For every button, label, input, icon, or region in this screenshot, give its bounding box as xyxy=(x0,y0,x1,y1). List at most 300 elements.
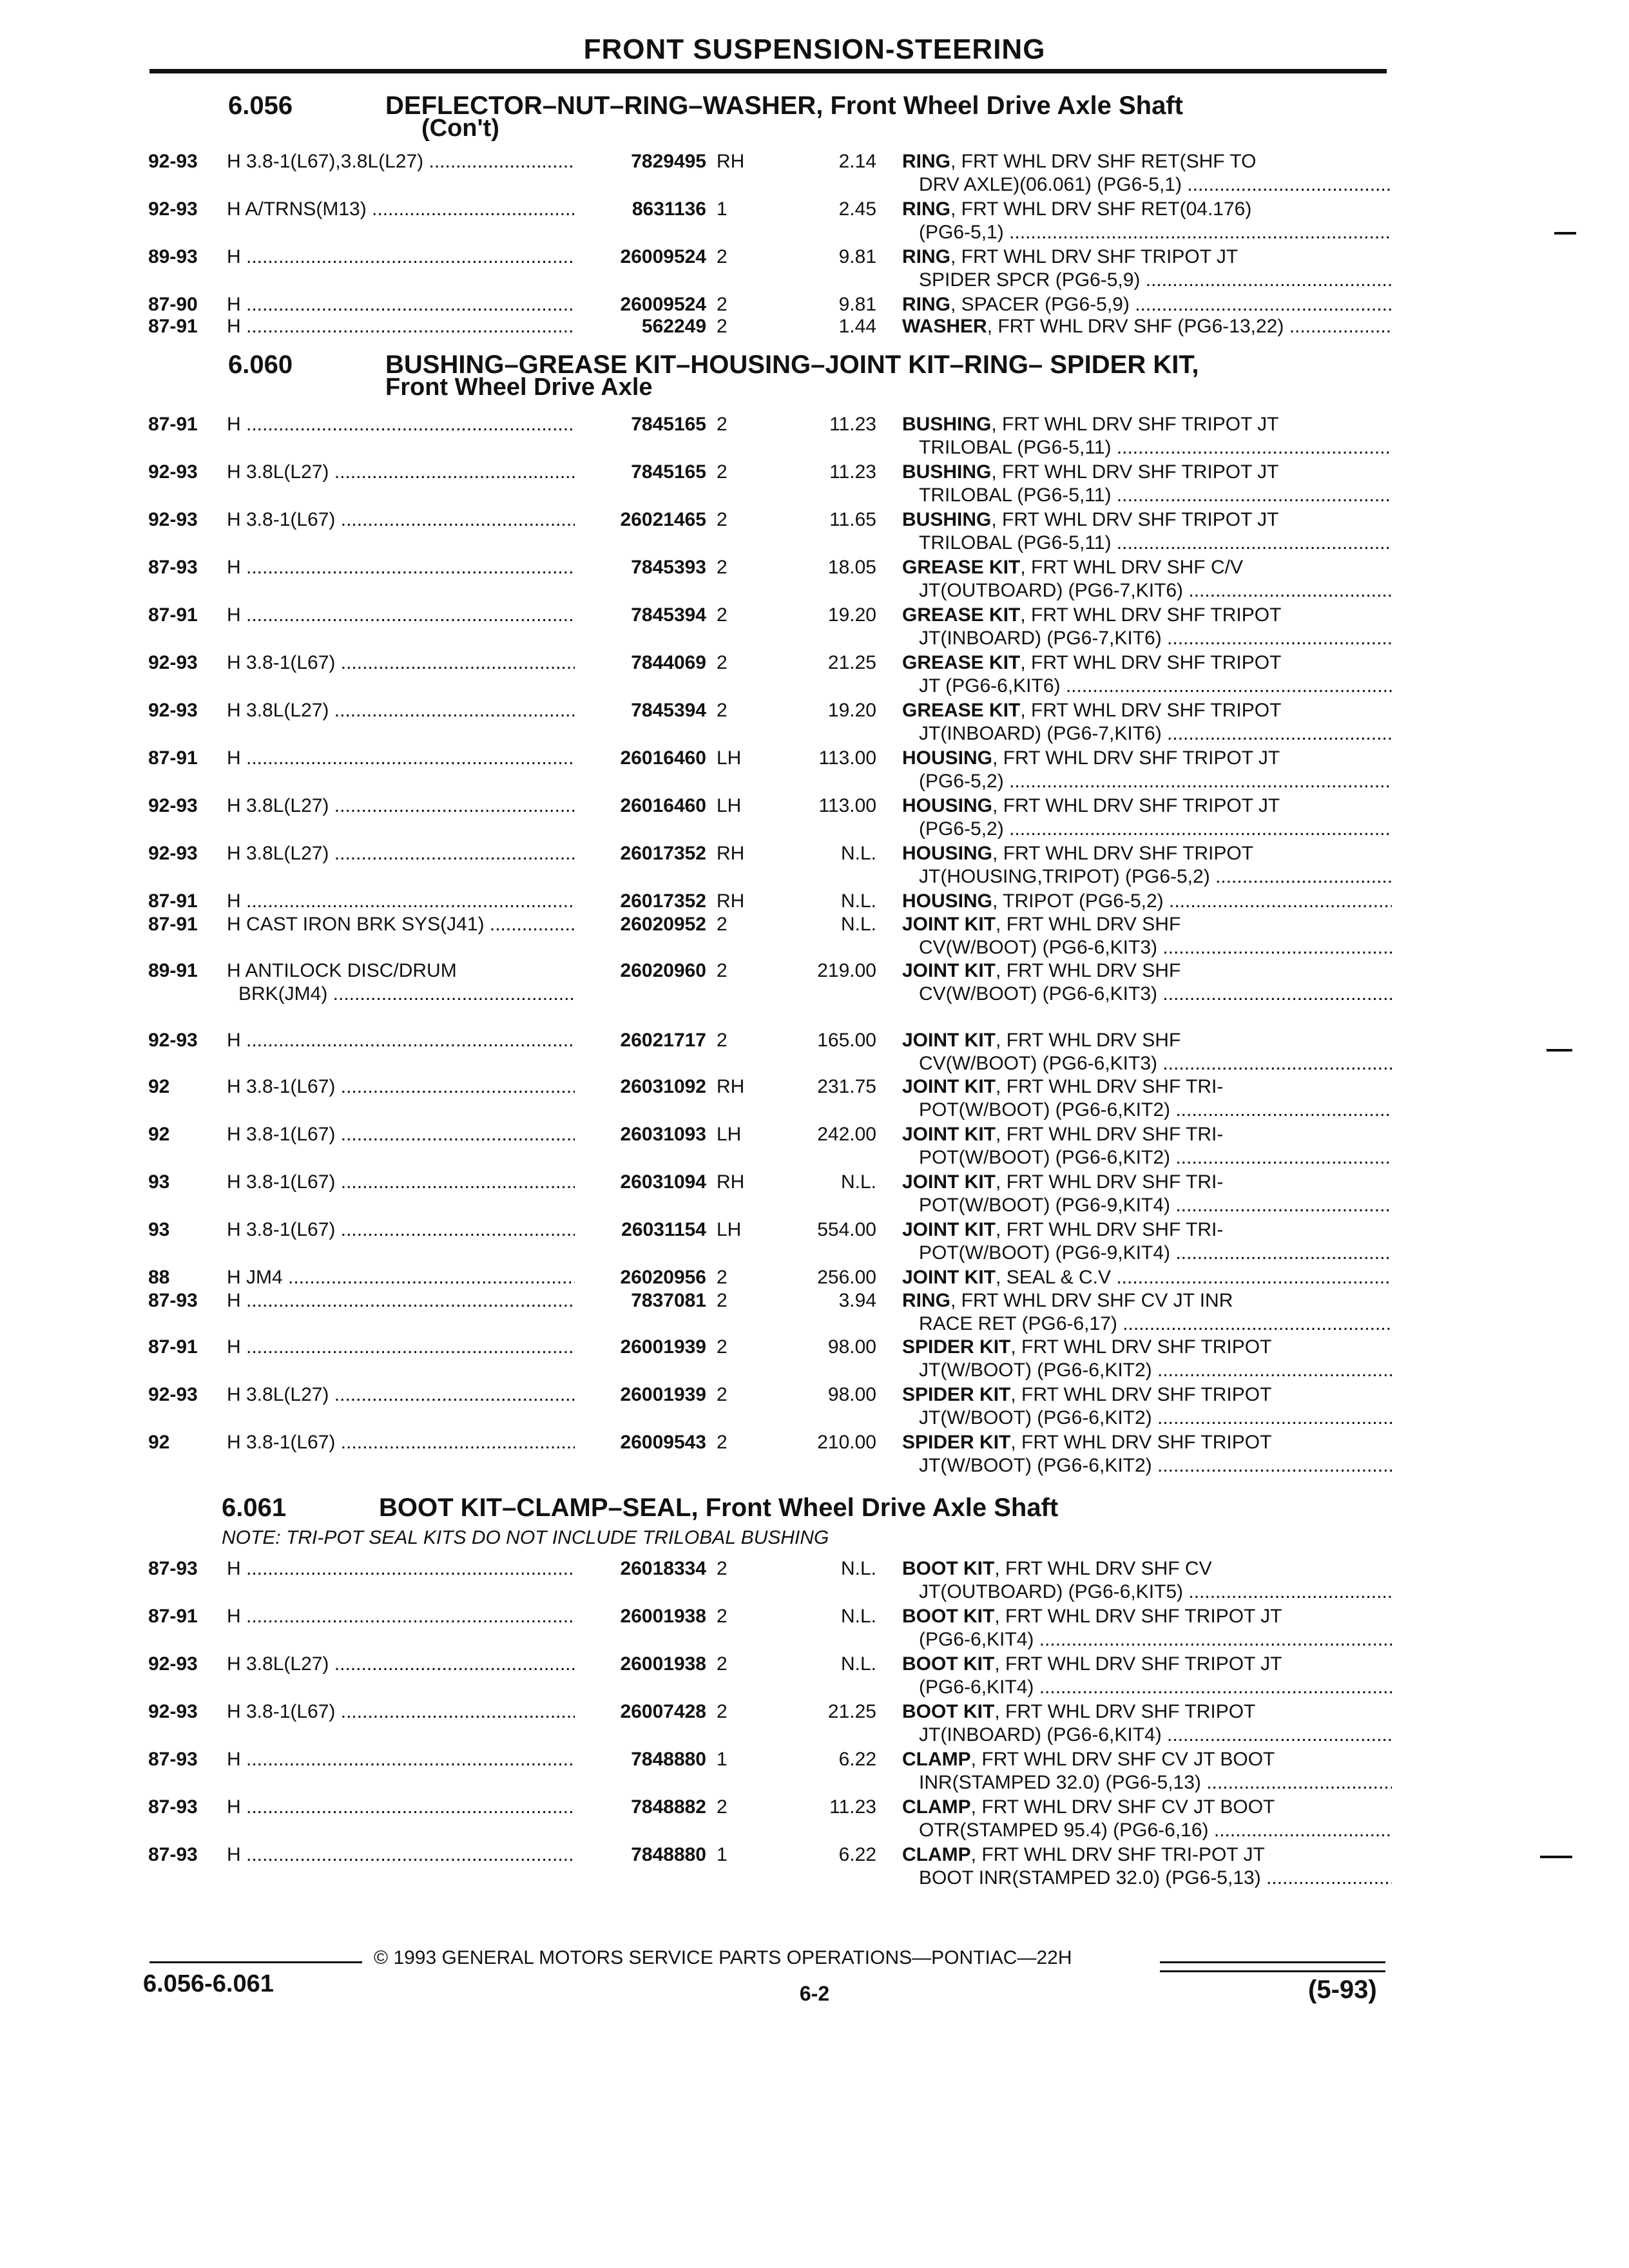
description xyxy=(902,151,1392,173)
model-years: 87-91 xyxy=(148,604,198,626)
quantity: 1 xyxy=(717,1844,728,1865)
section-number: 6.056 xyxy=(228,91,293,120)
quantity: 1 xyxy=(717,198,728,220)
price: 113.00 xyxy=(818,795,876,816)
application: H 3.8-1(L67) ..... xyxy=(227,1219,575,1241)
description-continued: SPIDER SPCR (PG6-5,9) ..... xyxy=(919,269,1392,291)
quantity: 1 xyxy=(717,1749,728,1770)
description-text: FRT WHL DRV SHF TRIPOT JT xyxy=(1003,747,1280,769)
separator: , xyxy=(996,1267,1007,1288)
description xyxy=(902,652,1392,674)
application: H 3.8-1(L67) ..... xyxy=(227,1432,575,1454)
description-continued: CV(W/BOOT) (PG6-6,KIT3) ..... xyxy=(919,937,1392,959)
part-name: HOUSING xyxy=(902,747,993,769)
model-years: 92-93 xyxy=(148,461,198,483)
model-years: 87-91 xyxy=(148,1606,198,1627)
application: H ..... xyxy=(227,1844,575,1866)
application: H 3.8L(L27) ..... xyxy=(227,700,575,722)
description-continued: CV(W/BOOT) (PG6-6,KIT3) ..... xyxy=(919,1053,1392,1075)
copyright-line: © 1993 GENERAL MOTORS SERVICE PARTS OPERATIONS—PONTIAC—22H xyxy=(374,1947,1072,1968)
part-number: 26007428 xyxy=(620,1701,706,1722)
description-continued: BOOT INR(STAMPED 32.0) (PG6-5,13) ..... xyxy=(919,1867,1392,1889)
quantity: RH xyxy=(717,890,745,912)
description-text: FRT WHL DRV SHF TRIPOT JT xyxy=(1002,414,1279,435)
separator: , xyxy=(1020,604,1032,626)
description-text: SPACER (PG6-5,9) xyxy=(961,294,1130,315)
model-years: 87-93 xyxy=(148,557,198,578)
part-number: 8631136 xyxy=(631,198,706,220)
quantity: 2 xyxy=(717,1290,728,1311)
part-name: RING xyxy=(902,151,950,172)
model-years: 87-93 xyxy=(148,1290,198,1311)
separator: , xyxy=(996,1030,1007,1051)
description-text: FRT WHL DRV SHF TRI- xyxy=(1006,1219,1224,1240)
table-row xyxy=(0,747,1629,795)
description-text: FRT WHL DRV SHF TRIPOT xyxy=(1021,1336,1272,1358)
description xyxy=(902,509,1392,531)
part-number: 7848880 xyxy=(631,1844,706,1865)
part-name: GREASE KIT xyxy=(902,604,1021,626)
margin-mark xyxy=(1554,232,1576,235)
application: H ..... xyxy=(227,1606,575,1628)
margin-mark xyxy=(1547,1049,1572,1052)
part-number: 26021465 xyxy=(620,509,706,530)
quantity: RH xyxy=(717,1171,745,1193)
footer-rule xyxy=(1160,1961,1385,1963)
part-number: 26017352 xyxy=(620,890,706,912)
description-continued: JT (PG6-6,KIT6) ..... xyxy=(919,675,1392,697)
description-continued: TRILOBAL (PG6-5,11) ..... xyxy=(919,437,1392,459)
separator: , xyxy=(994,1653,1005,1675)
table-row xyxy=(0,1796,1629,1844)
application: H 3.8L(L27) ..... xyxy=(227,1384,575,1406)
quantity: 2 xyxy=(717,246,728,267)
description-continued: JT(INBOARD) (PG6-7,KIT6) ..... xyxy=(919,628,1392,649)
model-years: 92 xyxy=(148,1124,170,1145)
model-years: 92-93 xyxy=(148,700,198,721)
application: H ..... xyxy=(227,1749,575,1771)
separator: , xyxy=(970,1796,982,1818)
table-row xyxy=(0,1336,1629,1384)
separator: , xyxy=(991,461,1003,483)
description-continued: TRILOBAL (PG6-5,11) ..... xyxy=(919,485,1392,506)
part-number: 7845393 xyxy=(631,557,706,578)
description xyxy=(902,795,1392,817)
part-name: CLAMP xyxy=(902,1844,971,1865)
model-years: 92-93 xyxy=(148,652,198,673)
quantity: 2 xyxy=(717,1558,728,1579)
model-years: 87-91 xyxy=(148,914,198,935)
price: N.L. xyxy=(840,1653,876,1675)
description-text: FRT WHL DRV SHF TRI- xyxy=(1006,1124,1224,1145)
part-name: SPIDER KIT xyxy=(902,1384,1011,1405)
model-years: 92-93 xyxy=(148,1653,198,1675)
description-text: FRT WHL DRV SHF TRIPOT JT xyxy=(1002,461,1279,483)
part-number: 7844069 xyxy=(631,652,706,673)
description-continued: POT(W/BOOT) (PG6-6,KIT2) ..... xyxy=(919,1099,1392,1121)
price: 21.25 xyxy=(827,652,876,673)
description-text: FRT WHL DRV SHF TRIPOT JT xyxy=(1005,1653,1282,1675)
price: 11.65 xyxy=(829,509,876,530)
part-name: BOOT KIT xyxy=(902,1701,995,1722)
part-name: GREASE KIT xyxy=(902,652,1021,673)
price: 19.20 xyxy=(827,604,876,626)
part-number: 26020956 xyxy=(620,1267,706,1288)
part-name: BOOT KIT xyxy=(902,1653,995,1675)
application: H 3.8-1(L67) ..... xyxy=(227,1701,575,1723)
table-row xyxy=(0,461,1629,509)
table-row xyxy=(0,1844,1629,1892)
price: 21.25 xyxy=(827,1701,876,1722)
application: H ..... xyxy=(227,294,575,316)
part-number: 7845165 xyxy=(631,414,706,435)
part-name: BUSHING xyxy=(902,461,992,483)
description-continued: TRILOBAL (PG6-5,11) ..... xyxy=(919,532,1392,554)
description xyxy=(902,604,1392,626)
description-text: FRT WHL DRV SHF CV JT BOOT xyxy=(981,1796,1275,1818)
quantity: 2 xyxy=(717,1267,728,1288)
page-title: FRONT SUSPENSION-STEERING xyxy=(583,34,1046,65)
page-number: 6-2 xyxy=(799,1982,830,2005)
part-number: 7848880 xyxy=(631,1749,706,1770)
model-years: 92-93 xyxy=(148,843,198,864)
part-name: JOINT KIT xyxy=(902,914,996,935)
application: H ..... xyxy=(227,246,575,268)
part-number: 26001938 xyxy=(620,1653,706,1675)
application: H ..... xyxy=(227,1558,575,1580)
application: H ..... xyxy=(227,890,575,912)
price: 9.81 xyxy=(838,294,876,315)
separator: , xyxy=(996,1171,1007,1193)
description-text: FRT WHL DRV SHF TRI- xyxy=(1006,1076,1224,1097)
quantity: LH xyxy=(717,795,742,816)
description xyxy=(902,1171,1392,1193)
description-text: FRT WHL DRV SHF TRIPOT xyxy=(1003,843,1254,864)
model-years: 92-93 xyxy=(148,1701,198,1722)
quantity: 2 xyxy=(717,294,728,315)
quantity: 2 xyxy=(717,557,728,578)
section-title: DEFLECTOR–NUT–RING–WASHER, Front Wheel Drive Axle Shaft xyxy=(385,91,1183,120)
part-name: HOUSING xyxy=(902,795,993,816)
quantity: 2 xyxy=(717,1384,728,1405)
description-text: FRT WHL DRV SHF TRIPOT xyxy=(1031,604,1282,626)
description-text: FRT WHL DRV SHF TRIPOT JT xyxy=(1005,1606,1282,1627)
description-text: FRT WHL DRV SHF TRI-POT JT xyxy=(981,1844,1265,1865)
separator: , xyxy=(950,246,961,267)
description xyxy=(902,557,1392,579)
description xyxy=(902,414,1392,436)
separator: , xyxy=(992,795,1003,816)
application: H 3.8-1(L67) ..... xyxy=(227,1076,575,1098)
separator: , xyxy=(992,890,1003,912)
table-row xyxy=(0,1432,1629,1479)
separator: , xyxy=(1010,1384,1022,1405)
description xyxy=(902,1384,1392,1406)
part-name: BUSHING xyxy=(902,509,992,530)
quantity: 2 xyxy=(717,461,728,483)
footer-rule xyxy=(1160,1970,1385,1972)
model-years: 87-93 xyxy=(148,1796,198,1818)
separator: , xyxy=(1010,1432,1022,1453)
description-text: FRT WHL DRV SHF TRIPOT xyxy=(1021,1432,1272,1453)
quantity: RH xyxy=(717,843,745,864)
description-continued: INR(STAMPED 32.0) (PG6-5,13) ..... xyxy=(919,1772,1392,1794)
part-number: 26009543 xyxy=(620,1432,706,1453)
description xyxy=(902,843,1392,865)
part-name: CLAMP xyxy=(902,1796,971,1818)
part-number: 26020952 xyxy=(620,914,706,935)
description-continued: JT(HOUSING,TRIPOT) (PG6-5,2) ..... xyxy=(919,866,1392,888)
section-subtitle: (Con't) xyxy=(421,115,499,142)
price: 11.23 xyxy=(829,461,876,483)
part-number: 7848882 xyxy=(631,1796,706,1818)
table-row xyxy=(0,1219,1629,1267)
part-number: 26031093 xyxy=(620,1124,706,1145)
part-name: WASHER xyxy=(902,316,987,337)
description-text: FRT WHL DRV SHF TRIPOT JT xyxy=(961,246,1239,267)
model-years: 87-90 xyxy=(148,294,198,315)
description-continued: JT(INBOARD) (PG6-7,KIT6) ..... xyxy=(919,723,1392,745)
description-text: FRT WHL DRV SHF TRIPOT xyxy=(1031,700,1282,721)
model-years: 92-93 xyxy=(148,198,198,220)
part-name: BOOT KIT xyxy=(902,1606,995,1627)
model-years: 93 xyxy=(148,1219,170,1240)
description-continued: JT(OUTBOARD) (PG6-7,KIT6) ..... xyxy=(919,580,1392,602)
description xyxy=(902,890,1392,912)
application: H 3.8-1(L67) ..... xyxy=(227,1171,575,1193)
application: H ..... xyxy=(227,747,575,769)
model-years: 92-93 xyxy=(148,1030,198,1051)
part-number: 26009524 xyxy=(620,246,706,267)
table-row xyxy=(0,1701,1629,1749)
description xyxy=(902,1267,1392,1289)
section-note: NOTE: TRI-POT SEAL KITS DO NOT INCLUDE TRILOBAL BUSHING xyxy=(222,1527,829,1548)
part-number: 26016460 xyxy=(620,747,706,769)
part-name: CLAMP xyxy=(902,1749,971,1770)
description xyxy=(902,1030,1392,1052)
application: H 3.8-1(L67),3.8L(L27) ..... xyxy=(227,151,575,173)
price: 18.05 xyxy=(827,557,876,578)
price: N.L. xyxy=(840,843,876,864)
description xyxy=(902,1653,1392,1675)
price: 219.00 xyxy=(817,960,876,981)
application: H ..... xyxy=(227,604,575,626)
model-years: 87-91 xyxy=(148,890,198,912)
part-name: RING xyxy=(902,198,950,220)
model-years: 87-91 xyxy=(148,414,198,435)
part-number: 26001938 xyxy=(620,1606,706,1627)
description-text: FRT WHL DRV SHF xyxy=(1006,914,1181,935)
price: 19.20 xyxy=(827,700,876,721)
application: H ..... xyxy=(227,1796,575,1818)
description xyxy=(902,1219,1392,1241)
quantity: 2 xyxy=(717,700,728,721)
description-text: FRT WHL DRV SHF xyxy=(1006,960,1181,981)
model-years: 87-93 xyxy=(148,1749,198,1770)
table-row xyxy=(0,1124,1629,1171)
table-row xyxy=(0,1076,1629,1124)
part-number: 26016460 xyxy=(620,795,706,816)
part-number: 562249 xyxy=(641,316,706,337)
description-continued: JT(W/BOOT) (PG6-6,KIT2) ..... xyxy=(919,1407,1392,1429)
table-row xyxy=(0,1749,1629,1796)
price: 9.81 xyxy=(838,246,876,267)
separator: , xyxy=(970,1749,982,1770)
price: N.L. xyxy=(840,914,876,935)
description-text: FRT WHL DRV SHF TRI- xyxy=(1006,1171,1224,1193)
table-row xyxy=(0,414,1629,461)
description-text: FRT WHL DRV SHF CV JT BOOT xyxy=(981,1749,1275,1770)
description-text: FRT WHL DRV SHF TRIPOT xyxy=(1031,652,1282,673)
part-name: HOUSING xyxy=(902,890,993,912)
description xyxy=(902,1796,1392,1818)
part-number: 7829495 xyxy=(631,151,706,172)
price: N.L. xyxy=(840,1558,876,1579)
part-name: HOUSING xyxy=(902,843,993,864)
section-title: BOOT KIT–CLAMP–SEAL, Front Wheel Drive Axle Shaft xyxy=(379,1494,1059,1522)
application: H 3.8L(L27) ..... xyxy=(227,795,575,817)
separator: , xyxy=(950,294,961,315)
quantity: 2 xyxy=(717,1030,728,1051)
model-years: 92-93 xyxy=(148,151,198,172)
part-name: JOINT KIT xyxy=(902,960,996,981)
model-years: 92 xyxy=(148,1432,170,1453)
description-continued: POT(W/BOOT) (PG6-9,KIT4) ..... xyxy=(919,1195,1392,1216)
description xyxy=(902,461,1392,483)
description xyxy=(902,198,1392,220)
price: 98.00 xyxy=(827,1384,876,1405)
application: H ..... xyxy=(227,557,575,579)
description-text: FRT WHL DRV SHF C/V xyxy=(1031,557,1243,578)
description xyxy=(902,1558,1392,1580)
table-row xyxy=(0,700,1629,747)
application: H ..... xyxy=(227,1336,575,1358)
part-number: 26009524 xyxy=(620,294,706,315)
quantity: 2 xyxy=(717,1701,728,1722)
price: N.L. xyxy=(840,1171,876,1193)
model-years: 87-93 xyxy=(148,1558,198,1579)
part-name: JOINT KIT xyxy=(902,1267,996,1288)
application: H 3.8-1(L67) ..... xyxy=(227,652,575,674)
quantity: 2 xyxy=(717,316,728,337)
part-name: SPIDER KIT xyxy=(902,1432,1011,1453)
model-years: 89-91 xyxy=(148,960,198,981)
table-row xyxy=(0,557,1629,604)
part-number: 26031092 xyxy=(620,1076,706,1097)
description xyxy=(902,700,1392,722)
part-number: 7845394 xyxy=(631,700,706,721)
table-row xyxy=(0,246,1629,294)
part-name: RING xyxy=(902,294,950,315)
price: 6.22 xyxy=(838,1844,876,1865)
application: H JM4 ..... xyxy=(227,1267,575,1289)
part-number: 26001939 xyxy=(620,1336,706,1358)
model-years: 89-93 xyxy=(148,246,198,267)
part-number: 26031094 xyxy=(620,1171,706,1193)
description-continued: (PG6-6,KIT4) ..... xyxy=(919,1677,1392,1698)
quantity: 2 xyxy=(717,1606,728,1627)
table-row xyxy=(0,652,1629,700)
application: H 3.8-1(L67) ..... xyxy=(227,509,575,531)
description xyxy=(902,1749,1392,1771)
separator: , xyxy=(994,1558,1005,1579)
part-name: JOINT KIT xyxy=(902,1219,996,1240)
separator: , xyxy=(992,747,1003,769)
description-text: FRT WHL DRV SHF CV xyxy=(1005,1558,1212,1579)
table-row xyxy=(0,1290,1629,1338)
table-row xyxy=(0,960,1629,1008)
description-text: FRT WHL DRV SHF TRIPOT xyxy=(1005,1701,1256,1722)
margin-mark xyxy=(1540,1856,1572,1858)
separator: , xyxy=(994,1701,1005,1722)
description-text: FRT WHL DRV SHF (PG6-13,22) xyxy=(998,316,1284,337)
part-number: 7845394 xyxy=(631,604,706,626)
part-number: 7837081 xyxy=(631,1290,706,1311)
table-row xyxy=(0,198,1629,246)
section-title: BUSHING–GREASE KIT–HOUSING–JOINT KIT–RING– SPIDER KIT, xyxy=(385,351,1199,379)
description xyxy=(902,1290,1392,1312)
application: H 3.8-1(L67) ..... xyxy=(227,1124,575,1146)
table-row xyxy=(0,1171,1629,1219)
description-continued: JT(INBOARD) (PG6-6,KIT4) ..... xyxy=(919,1724,1392,1746)
quantity: 2 xyxy=(717,652,728,673)
description-text: FRT WHL DRV SHF RET(04.176) xyxy=(961,198,1252,220)
separator: , xyxy=(1010,1336,1022,1358)
description-continued: JT(W/BOOT) (PG6-6,KIT2) ..... xyxy=(919,1455,1392,1477)
separator: , xyxy=(1020,652,1032,673)
separator: , xyxy=(996,1076,1007,1097)
part-name: RING xyxy=(902,1290,950,1311)
part-name: BOOT KIT xyxy=(902,1558,995,1579)
part-name: RING xyxy=(902,246,950,267)
part-name: JOINT KIT xyxy=(902,1171,996,1193)
description xyxy=(902,1336,1392,1358)
part-number: 26018334 xyxy=(620,1558,706,1579)
price: 98.00 xyxy=(827,1336,876,1358)
price: 256.00 xyxy=(817,1267,876,1288)
separator: , xyxy=(996,960,1007,981)
description xyxy=(902,246,1392,268)
description xyxy=(902,1844,1392,1866)
price: 554.00 xyxy=(817,1219,876,1240)
application: H ..... xyxy=(227,1290,575,1312)
separator: , xyxy=(950,1290,961,1311)
description-text: TRIPOT (PG6-5,2) xyxy=(1003,890,1164,912)
part-number: 26021717 xyxy=(620,1030,706,1051)
header-rule xyxy=(149,69,1387,73)
model-years: 87-93 xyxy=(148,1844,198,1865)
footer-rule xyxy=(149,1961,362,1963)
price: 242.00 xyxy=(817,1124,876,1145)
table-row xyxy=(0,604,1629,652)
separator: , xyxy=(1020,557,1032,578)
model-years: 92-93 xyxy=(148,509,198,530)
description-continued: (PG6-5,1) ..... xyxy=(919,222,1392,244)
model-years: 87-91 xyxy=(148,316,198,337)
description xyxy=(902,1076,1392,1098)
application: H A/TRNS(M13) ..... xyxy=(227,198,575,220)
price: N.L. xyxy=(840,890,876,912)
part-name: SPIDER KIT xyxy=(902,1336,1011,1358)
description-text: FRT WHL DRV SHF TRIPOT xyxy=(1021,1384,1272,1405)
price: N.L. xyxy=(840,1606,876,1627)
separator: , xyxy=(970,1844,982,1865)
separator: , xyxy=(1020,700,1032,721)
part-name: JOINT KIT xyxy=(902,1030,996,1051)
description xyxy=(902,294,1392,316)
part-name: GREASE KIT xyxy=(902,700,1021,721)
quantity: 2 xyxy=(717,1653,728,1675)
